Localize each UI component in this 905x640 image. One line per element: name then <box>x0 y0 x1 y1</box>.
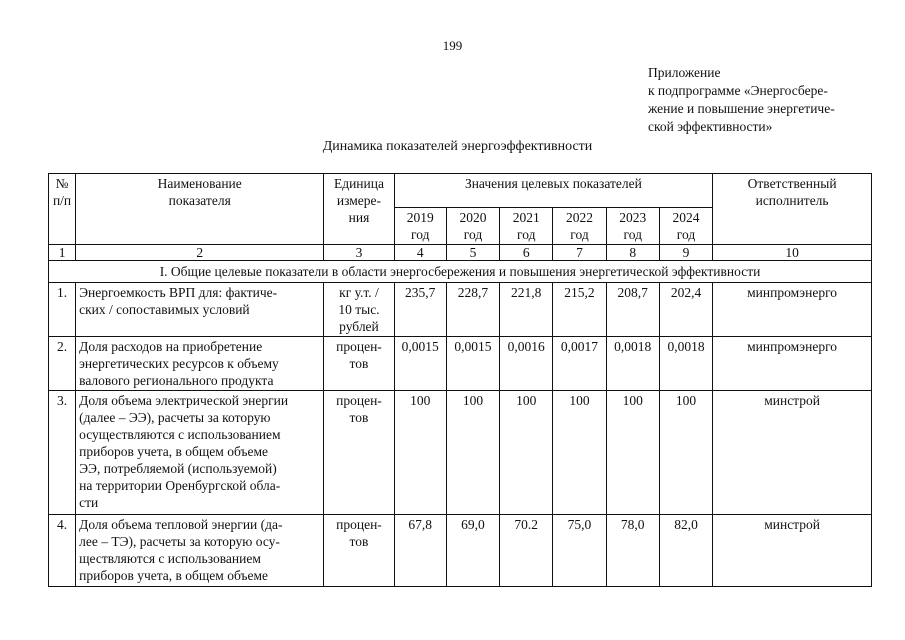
row-value: 100 <box>500 391 553 515</box>
row-value: 221,8 <box>500 283 553 337</box>
appendix-line: жение и повышение энергетиче- <box>648 101 835 116</box>
column-number: 5 <box>446 245 499 261</box>
row-name: Доля объема тепловой энергии (да- лее – ТЭ), расчеты за которую осу- ществляются с использованием приборов учета, в общем объеме <box>76 515 324 587</box>
row-num: 4. <box>49 515 76 587</box>
row-num: 3. <box>49 391 76 515</box>
row-value: 0,0016 <box>500 337 553 391</box>
column-number: 9 <box>659 245 712 261</box>
row-unit: кг у.т. / 10 тыс. рублей <box>324 283 394 337</box>
row-value: 0,0018 <box>659 337 712 391</box>
column-number: 2 <box>76 245 324 261</box>
row-value: 69,0 <box>446 515 499 587</box>
header-responsible: Ответственный исполнитель <box>713 174 872 245</box>
table-row <box>49 283 872 337</box>
row-value: 100 <box>446 391 499 515</box>
section-row <box>49 261 872 283</box>
header-year: 2019 год <box>394 208 446 245</box>
row-num: 1. <box>49 283 76 337</box>
column-number: 1 <box>49 245 76 261</box>
column-numbers-row <box>49 245 872 261</box>
appendix-line: Приложение <box>648 65 721 80</box>
row-responsible: минстрой <box>713 391 872 515</box>
row-value: 208,7 <box>606 283 659 337</box>
column-number: 7 <box>553 245 606 261</box>
row-value: 202,4 <box>659 283 712 337</box>
row-responsible: минстрой <box>713 515 872 587</box>
appendix-line: к подпрограмме «Энергосбере- <box>648 83 828 98</box>
row-value: 0,0017 <box>553 337 606 391</box>
row-value: 215,2 <box>553 283 606 337</box>
row-value: 100 <box>606 391 659 515</box>
column-number: 6 <box>500 245 553 261</box>
row-value: 228,7 <box>446 283 499 337</box>
row-value: 0,0015 <box>446 337 499 391</box>
header-year: 2020 год <box>446 208 499 245</box>
header-row <box>49 174 872 208</box>
header-values-group: Значения целевых показателей <box>394 174 713 208</box>
header-name: Наименование показателя <box>76 174 324 245</box>
row-unit: процен- тов <box>324 391 394 515</box>
table-row <box>49 515 872 587</box>
table-row <box>49 391 872 515</box>
column-number: 3 <box>324 245 394 261</box>
column-number: 4 <box>394 245 446 261</box>
appendix-line: ской эффективности» <box>648 119 773 134</box>
header-unit: Единица измере- ния <box>324 174 394 245</box>
row-value: 0,0015 <box>394 337 446 391</box>
row-unit: процен- тов <box>324 337 394 391</box>
row-name: Энергоемкость ВРП для: фактиче- ских / сопоставимых условий <box>76 283 324 337</box>
row-value: 0,0018 <box>606 337 659 391</box>
row-value: 235,7 <box>394 283 446 337</box>
document-title: Динамика показателей энергоэффективности <box>322 139 593 154</box>
column-number: 10 <box>713 245 872 261</box>
column-number: 8 <box>606 245 659 261</box>
row-name: Доля объема электрической энергии (далее – ЭЭ), расчеты за которую осуществляются с использованием приборов учета, в общем объеме ЭЭ, потребляемой (используемой) на территории Оренбургской обла- сти <box>76 391 324 515</box>
row-value: 70.2 <box>500 515 553 587</box>
header-year: 2022 год <box>553 208 606 245</box>
indicators-table <box>48 173 872 587</box>
section-title: I. Общие целевые показатели в области энергосбережения и повышения энергетической эффективности <box>49 261 872 283</box>
row-value: 100 <box>553 391 606 515</box>
row-responsible: минпромэнерго <box>713 283 872 337</box>
header-year: 2024 год <box>659 208 712 245</box>
row-unit: процен- тов <box>324 515 394 587</box>
row-value: 100 <box>394 391 446 515</box>
row-value: 67,8 <box>394 515 446 587</box>
row-value: 78,0 <box>606 515 659 587</box>
page-number: 199 <box>442 38 463 53</box>
row-value: 75,0 <box>553 515 606 587</box>
table-row <box>49 337 872 391</box>
header-year: 2021 год <box>500 208 553 245</box>
header-year: 2023 год <box>606 208 659 245</box>
row-responsible: минпромэнерго <box>713 337 872 391</box>
header-num: № п/п <box>49 174 76 245</box>
row-num: 2. <box>49 337 76 391</box>
row-value: 100 <box>659 391 712 515</box>
appendix-caption <box>648 64 835 136</box>
row-value: 82,0 <box>659 515 712 587</box>
row-name: Доля расходов на приобретение энергетических ресурсов к объему валового регионального продукта <box>76 337 324 391</box>
